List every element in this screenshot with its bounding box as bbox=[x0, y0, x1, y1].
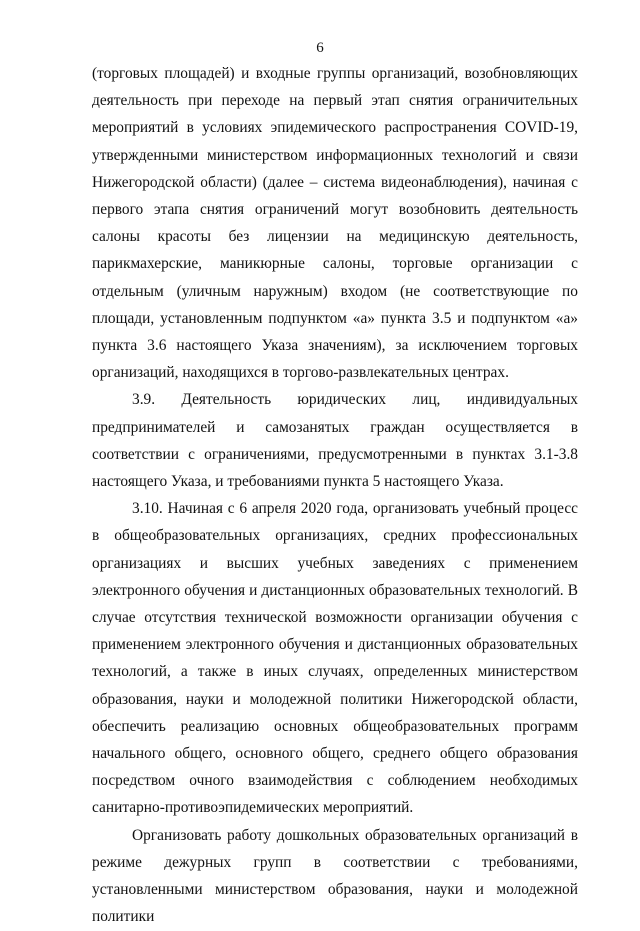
paragraph-3-10: 3.10. Начиная с 6 апреля 2020 года, организовать учебный процесс в общеобразовательных организациях, средних профессиональных организациях и высших учебных заведениях с применением электронного обучения и дистанционных образовательных технологий. В случае отсутствия технической возможности организации обучения с применением электронного обучения и дистанционных образовательных технологий, а также в иных случаях, определенных министерством образования, науки и молодежной политики Нижегородской области, обеспечить реализацию основных общеобразовательных программ начального общего, основного общего, среднего общего образования посредством очного взаимодействия с соблюдением необходимых санитарно-противоэпидемических мероприятий. bbox=[92, 500, 578, 817]
document-body bbox=[92, 60, 578, 931]
paragraph-preschool: Организовать работу дошкольных образовательных организаций в режиме дежурных групп в соответствии с требованиями, установленными министерством образования, науки и молодежной политики bbox=[92, 826, 578, 926]
page-number: 6 bbox=[316, 40, 324, 56]
paragraph-continuation: (торговых площадей) и входные группы организаций, возобновляющих деятельность при переходе на первый этап снятия ограничительных мероприятий в условиях эпидемического распространения COVID-19, утвержденными министерством информационных технологий и связи Нижегородской области) (далее – система видеонаблюдения), начиная с первого этапа снятия ограничений могут возобновить деятельность салоны красоты без лицензии на медицинскую деятельность, парикмахерские, маникюрные салоны, торговые организации с отдельным (уличным наружным) входом (не соответствующие по площади, установленным подпунктом «а» пункта 3.5 и подпунктом «а» пункта 3.6 настоящего Указа значениям), за исключением торговых организаций, находящихся в торгово-развлекательных центрах. bbox=[92, 65, 578, 382]
paragraph-3-9: 3.9. Деятельность юридических лиц, индивидуальных предпринимателей и самозанятых граждан осуществляется в соответствии с ограничениями, предусмотренными в пунктах 3.1-3.8 настоящего Указа, и требованиями пункта 5 настоящего Указа. bbox=[92, 391, 578, 491]
